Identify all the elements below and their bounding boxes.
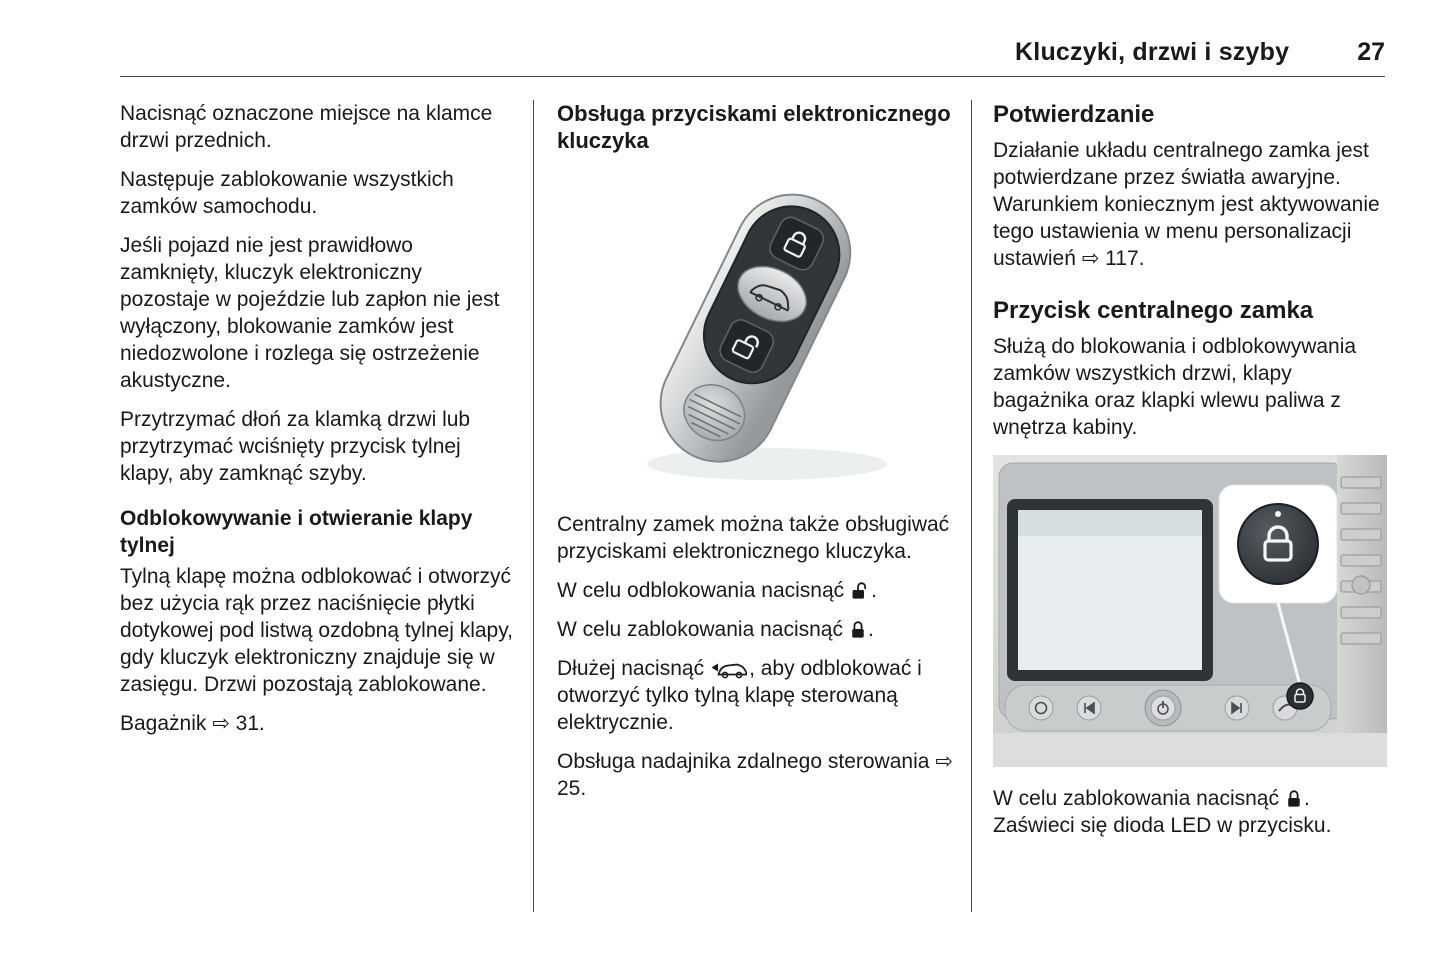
paragraph: Nacisnąć oznaczone miejsce na klamce drzwi przednich.	[120, 102, 493, 152]
lock-button-callout	[1219, 485, 1337, 603]
column-left	[120, 100, 514, 749]
air-vent	[1337, 455, 1387, 767]
cross-reference-remote: Obsługa nadajnika zdalnego sterowania ⇨ 25.	[557, 750, 953, 800]
lock-icon	[1286, 785, 1302, 812]
led-dot	[1275, 511, 1281, 517]
paragraph: Jeśli pojazd nie jest prawidłowo zamknięty, kluczyk elektroniczny pozostaje w pojeździe lub zapłon nie jest wyłączony, blokowanie zamków jest niedozwolone i rozlega się ostrzeżenie akustyczne.	[120, 234, 500, 392]
page-number: 27	[1357, 38, 1385, 66]
subsection-heading-tailgate: Odblokowywanie i otwieranie klapy tylnej	[120, 507, 473, 557]
page-title: Kluczyki, drzwi i szyby	[1015, 38, 1290, 66]
car-tailgate-release-icon	[711, 655, 747, 682]
fob-shadow	[647, 448, 887, 480]
paragraph: Tylną klapę można odblokować i otworzyć bez użycia rąk przez naciśnięcie płytki dotykowej pod listwą ozdobną tylnej klapy, gdy kluczyk elektroniczny znajduje się w zasięgu. Drzwi pozostają zablokowane.	[120, 565, 514, 696]
subsection-heading-key-buttons: Obsługa przyciskami elektronicznego kluczyka	[557, 101, 951, 153]
media-control-strip	[1005, 685, 1331, 731]
paragraph: Przytrzymać dłoń za klamką drzwi lub przytrzymać wciśnięty przycisk tylnej klapy, aby zamknąć szyby.	[120, 408, 471, 485]
central-locking-button-photo	[993, 455, 1387, 767]
header-rule	[120, 76, 1385, 77]
lock-instruction: W celu zablokowania nacisnąć . Zaświeci się dioda LED w przycisku.	[993, 787, 1332, 837]
power-volume-knob	[1145, 690, 1181, 726]
paragraph: Służą do blokowania i odblokowywania zamków wszystkich drzwi, klapy bagażnika oraz klapki wlewu paliwa z wnętrza kabiny.	[993, 335, 1357, 439]
section-heading-confirmation: Potwierdzanie	[993, 101, 1155, 128]
tailgate-hold-instruction: Dłużej nacisnąć , aby odblokować i otworzyć tylko tylną klapę sterowaną elektrycznie.	[557, 657, 922, 734]
unlock-icon	[851, 577, 869, 604]
column-divider-right	[971, 100, 972, 912]
infotainment-screen	[1007, 499, 1213, 681]
column-middle	[557, 100, 953, 814]
cross-reference-trunk: Bagażnik ⇨ 31.	[120, 712, 265, 735]
central-locking-button	[1287, 683, 1313, 709]
paragraph: Następuje zablokowanie wszystkich zamków samochodu.	[120, 168, 454, 218]
unlock-instruction: W celu odblokowania nacisnąć .	[557, 579, 878, 602]
key-fob-illustration	[557, 164, 953, 499]
lock-icon	[850, 616, 866, 643]
column-divider-left	[533, 100, 534, 912]
paragraph: Działanie układu centralnego zamka jest potwierdzane przez światła awaryjne. Warunkiem koniecznym jest aktywowanie tego ustawienia w menu personalizacji ustawień ⇨ 117.	[993, 139, 1380, 270]
lock-instruction: W celu zablokowania nacisnąć .	[557, 618, 874, 641]
section-heading-central-lock-button: Przycisk centralnego zamka	[993, 297, 1314, 324]
paragraph: Centralny zamek można także obsługiwać przyciskami elektronicznego kluczyka.	[557, 513, 950, 563]
column-right	[993, 100, 1387, 851]
page-header	[120, 38, 1385, 67]
lower-dash	[993, 733, 1387, 767]
